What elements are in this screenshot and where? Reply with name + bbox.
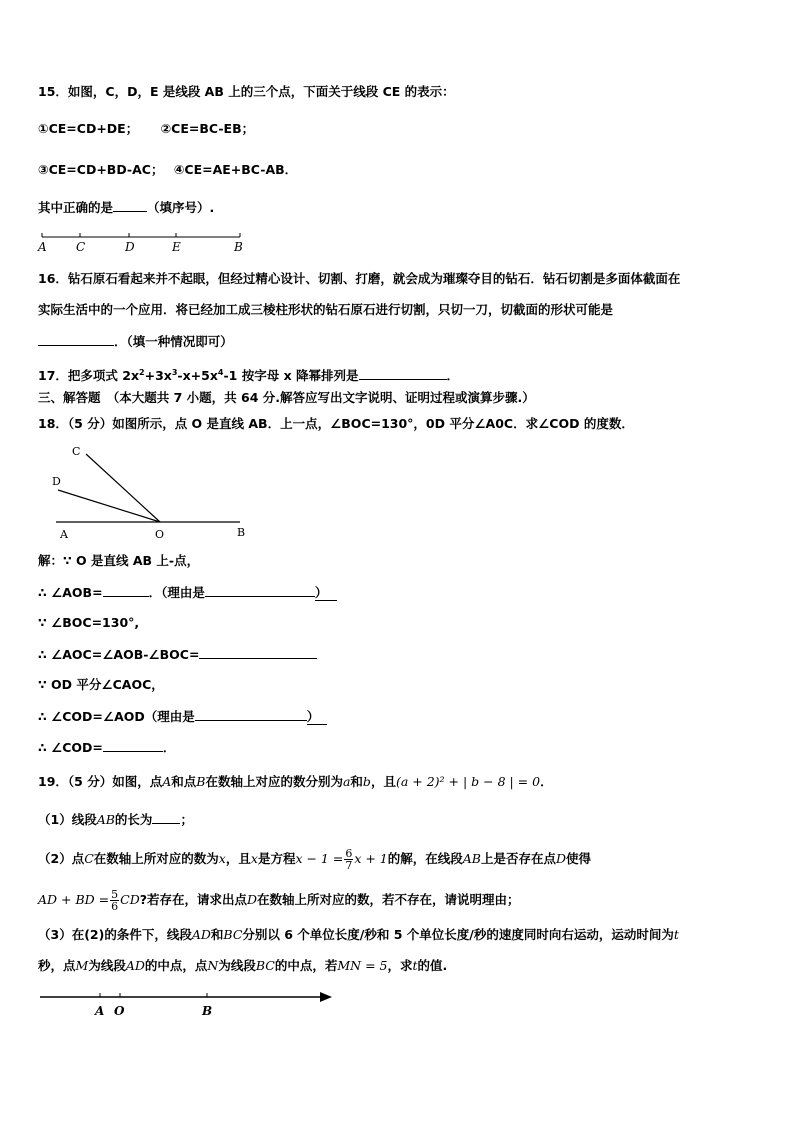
q18-step6: ∴ ∠COD=∠AOD（理由是 ）	[38, 708, 327, 725]
answer-blank-reason[interactable]	[195, 708, 307, 721]
q18-angle-figure	[48, 442, 258, 542]
answer-blank[interactable]	[38, 333, 114, 346]
q15-option-3: ③CE=CD+BD-AC；	[38, 162, 164, 177]
point-label-b: B	[237, 526, 246, 539]
q19-part3-line1: （3）在(2)的条件下，线段AD和BC分别以 6 个单位长度/秒和 5 个单位长度/秒的速度同时向右运动，运动时间为t	[38, 927, 679, 942]
q19-part3-line2: 秒，点M为线段AD的中点，点N为线段BC的中点，若MN = 5，求t的值.	[38, 958, 448, 973]
q16-line2: 实际生活中的一个应用．将已经加工成三棱柱形状的钻石原石进行切割，只切一刀，切截面的形状可能是	[38, 302, 614, 317]
answer-blank[interactable]	[113, 199, 147, 212]
point-label-d: D	[125, 240, 135, 254]
q18-stem: 18．（5 分）如图所示，点 O 是直线 AB．上一点，∠BOC=130°，0D 平分∠A0C．求∠COD 的度数．	[38, 416, 634, 431]
fraction-6-7: $\frac{6}{7}$	[345, 847, 353, 872]
point-label-b: B	[202, 1004, 213, 1018]
q18-step7: ∴ ∠COD= ．	[38, 740, 176, 755]
answer-blank-reason[interactable]	[205, 584, 315, 597]
q15-option-2: ②CE=BC-EB；	[160, 121, 255, 136]
answer-blank[interactable]	[152, 811, 180, 824]
q15-segment-figure	[36, 230, 250, 254]
q15-options-row2	[38, 162, 297, 178]
point-label-c: C	[76, 240, 86, 254]
q18-step1: 解：∵ O 是直线 AB 上-点，	[38, 553, 200, 568]
q16-line1: 16．钻石原石看起来并不起眼，但经过精心设计、切割、打磨，就会成为璀璨夺目的钻石．钻石切割是多面体截面在	[38, 271, 681, 286]
fraction-5-6: $\frac{5}{6}$	[111, 888, 119, 913]
q16-line3: ．（填一种情况即可）	[38, 333, 233, 350]
answer-blank[interactable]	[103, 739, 163, 752]
q15-stem: 15．如图，C，D，E 是线段 AB 上的三个点，下面关于线段 CE 的表示：	[38, 84, 455, 99]
point-label-c: C	[72, 445, 81, 458]
ray-od	[58, 490, 160, 522]
point-label-d: D	[52, 475, 61, 488]
q17-text: 17．把多项式 $2x^2+3x^3-x+5x^4-1$ 按字母 x 降幂排列是 ．	[38, 368, 460, 384]
answer-blank[interactable]	[199, 646, 317, 659]
point-label-o: O	[114, 1004, 125, 1018]
section-heading: 三、解答题 （本大题共 7 小题，共 64 分.解答应写出文字说明、证明过程或演算步骤.）	[38, 390, 535, 405]
answer-blank[interactable]	[103, 584, 149, 597]
q19-stem: 19．（5 分）如图，点A和点B在数轴上对应的数分别为a和b，且(a + 2)² + | b − 8 | = 0．	[38, 774, 553, 789]
q19-part1: （1）线段AB的长为 ；	[38, 812, 193, 827]
point-label-o: O	[155, 528, 165, 541]
q15-option-4: ④CE=AE+BC-AB．	[173, 162, 298, 177]
point-label-e: E	[172, 240, 181, 254]
q15-ask: 其中正确的是 （填序号）.	[38, 200, 215, 215]
q19-part2-line1: （2）点C在数轴上所对应的数为x，且x是方程x − 1 = $\frac{6}{7}$ x + 1的解，在线段AB上是否存在点D使得	[38, 847, 592, 872]
arrow-head-icon	[320, 992, 332, 1002]
q19-part2-line2: AD + BD = $\frac{5}{6}$ CD?若存在，请求出点D在数轴上所对应的数，若不存在，请说明理由；	[38, 888, 520, 913]
q18-step4: ∴ ∠AOC=∠AOB-∠BOC=	[38, 646, 317, 663]
q18-step5: ∵ OD 平分∠CAOC，	[38, 677, 164, 692]
point-label-b: B	[234, 240, 243, 254]
condition-expression: (a + 2)² + | b − 8 | = 0	[395, 774, 541, 789]
answer-blank[interactable]	[359, 367, 447, 380]
q18-step2: ∴ ∠AOB= ．（理由是 ）	[38, 584, 337, 601]
q15-options-row1	[38, 121, 254, 137]
ray-oc	[86, 454, 160, 522]
point-label-a: A	[95, 1004, 105, 1018]
q18-step3: ∵ ∠BOC=130°,	[38, 615, 140, 630]
q19-number-line	[36, 988, 336, 1022]
point-label-a: A	[38, 240, 47, 254]
point-label-a: A	[60, 528, 68, 541]
q15-option-1: ①CE=CD+DE；	[38, 121, 139, 136]
